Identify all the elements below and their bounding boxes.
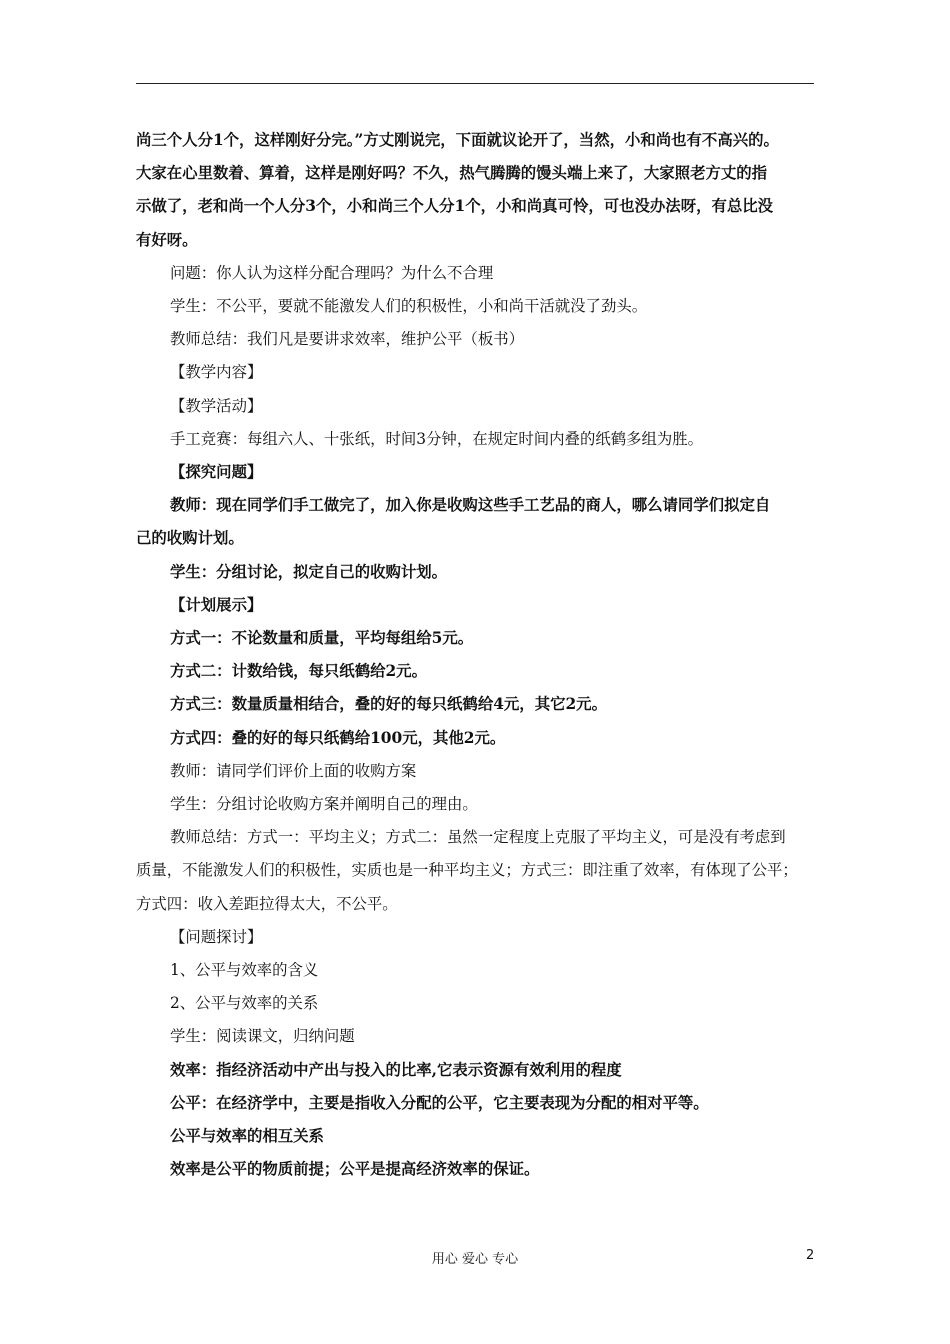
text-line: 方式三：数量质量相结合，叠的好的每只纸鹤给4元，其它2元。 <box>170 695 607 714</box>
text-line: 质量，不能激发人们的积极性，实质也是一种平均主义；方式三：即注重了效率，有体现了公平； <box>136 861 798 880</box>
page-footer <box>0 1248 950 1268</box>
text-line: 学生：分组讨论，拟定自己的收购计划。 <box>170 562 448 581</box>
text-line: 【教学内容】 <box>170 363 263 382</box>
text-line: 手工竞赛：每组六人、十张纸，时间3分钟，在规定时间内叠的纸鹤多组为胜。 <box>170 429 704 448</box>
text-line: 学生：阅读课文，归纳问题 <box>170 1027 355 1046</box>
text-line: 1、公平与效率的含义 <box>170 961 319 980</box>
text-line: 效率是公平的物质前提；公平是提高经济效率的保证。 <box>170 1160 540 1179</box>
header-rule <box>136 83 814 84</box>
document-body <box>136 124 816 1187</box>
text-line: 效率：指经济活动中产出与投入的比率,它表示资源有效利用的程度 <box>170 1060 622 1079</box>
page-number: 2 <box>806 1248 815 1263</box>
text-line: 公平与效率的相互关系 <box>170 1127 324 1146</box>
text-line: 方式四：叠的好的每只纸鹤给100元，其他2元。 <box>170 728 506 747</box>
text-line: 公平：在经济学中，主要是指收入分配的公平，它主要表现为分配的相对平等。 <box>170 1093 709 1112</box>
text-line: 教师总结：方式一：平均主义；方式二：虽然一定程度上克服了平均主义，可是没有考虑到 <box>170 828 786 847</box>
text-line: 方式一：不论数量和质量，平均每组给5元。 <box>170 629 474 648</box>
text-line: 学生：分组讨论收购方案并阐明自己的理由。 <box>170 795 478 814</box>
text-line: 【探究问题】 <box>170 463 263 482</box>
text-line: 2、公平与效率的关系 <box>170 994 319 1013</box>
footer-slogan: 用心 爱心 专心 <box>431 1252 519 1267</box>
text-line: 方式四：收入差距拉得太大，不公平。 <box>136 894 398 913</box>
text-line: 尚三个人分1个，这样刚好分完。”方丈刚说完，下面就议论开了，当然，小和尚也有不高兴的。 <box>136 131 779 149</box>
text-line: 己的收购计划。 <box>136 529 244 548</box>
text-line: 【问题探讨】 <box>170 927 263 946</box>
text-line: 学生：不公平，要就不能激发人们的积极性，小和尚干活就没了劲头。 <box>170 297 648 316</box>
text-line: 大家在心里数着、算着，这样是刚好吗？不久，热气腾腾的馒头端上来了，大家照老方丈的指 <box>136 164 768 183</box>
text-line: 教师总结：我们凡是要讲求效率，维护公平（板书） <box>170 330 524 349</box>
text-line: 有好呀。 <box>136 230 198 249</box>
text-line: 示做了，老和尚一个人分3个，小和尚三个人分1个，小和尚真可怜，可也没办法呀，有总比没 <box>136 197 774 216</box>
text-line: 【教学活动】 <box>170 396 263 415</box>
text-line: 方式二：计数给钱，每只纸鹤给2元。 <box>170 662 427 681</box>
text-line: 教师：请同学们评价上面的收购方案 <box>170 761 417 780</box>
text-line: 【计划展示】 <box>170 595 263 614</box>
text-line: 问题：你人认为这样分配合理吗？为什么不合理 <box>170 263 494 282</box>
text-line: 教师：现在同学们手工做完了，加入你是收购这些手工艺品的商人，哪么请同学们拟定自 <box>170 496 771 515</box>
